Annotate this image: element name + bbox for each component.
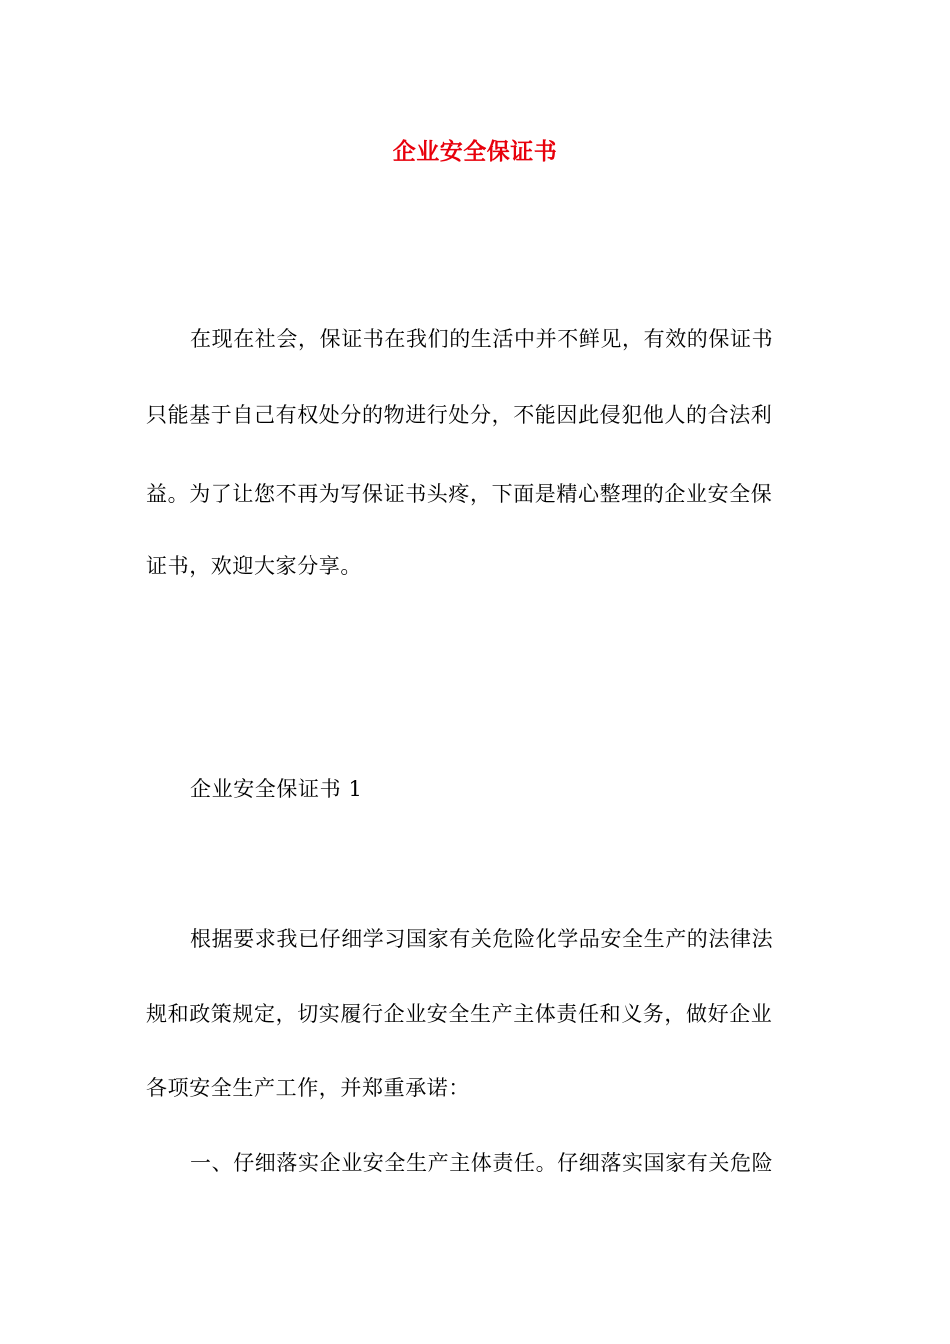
intro-line-3: 益。为了让您不再为写保证书头疼，下面是精心整理的企业安全保 bbox=[146, 482, 773, 506]
body-line-2: 规和政策规定，切实履行企业安全生产主体责任和义务，做好企业 bbox=[146, 1002, 773, 1026]
intro-line-4: 证书，欢迎大家分享。 bbox=[146, 554, 362, 578]
body-line-3: 各项安全生产工作，并郑重承诺： bbox=[146, 1076, 470, 1100]
intro-line-2: 只能基于自己有权处分的物进行处分，不能因此侵犯他人的合法利 bbox=[146, 403, 773, 427]
intro-line-1: 在现在社会，保证书在我们的生活中并不鲜见，有效的保证书 bbox=[190, 327, 774, 351]
body-line-1: 根据要求我已仔细学习国家有关危险化学品安全生产的法律法 bbox=[190, 927, 774, 951]
section-heading: 企业安全保证书 1 bbox=[190, 777, 363, 801]
body-line-4: 一、仔细落实企业安全生产主体责任。仔细落实国家有关危险 bbox=[190, 1151, 774, 1175]
document-title: 企业安全保证书 bbox=[392, 138, 558, 165]
